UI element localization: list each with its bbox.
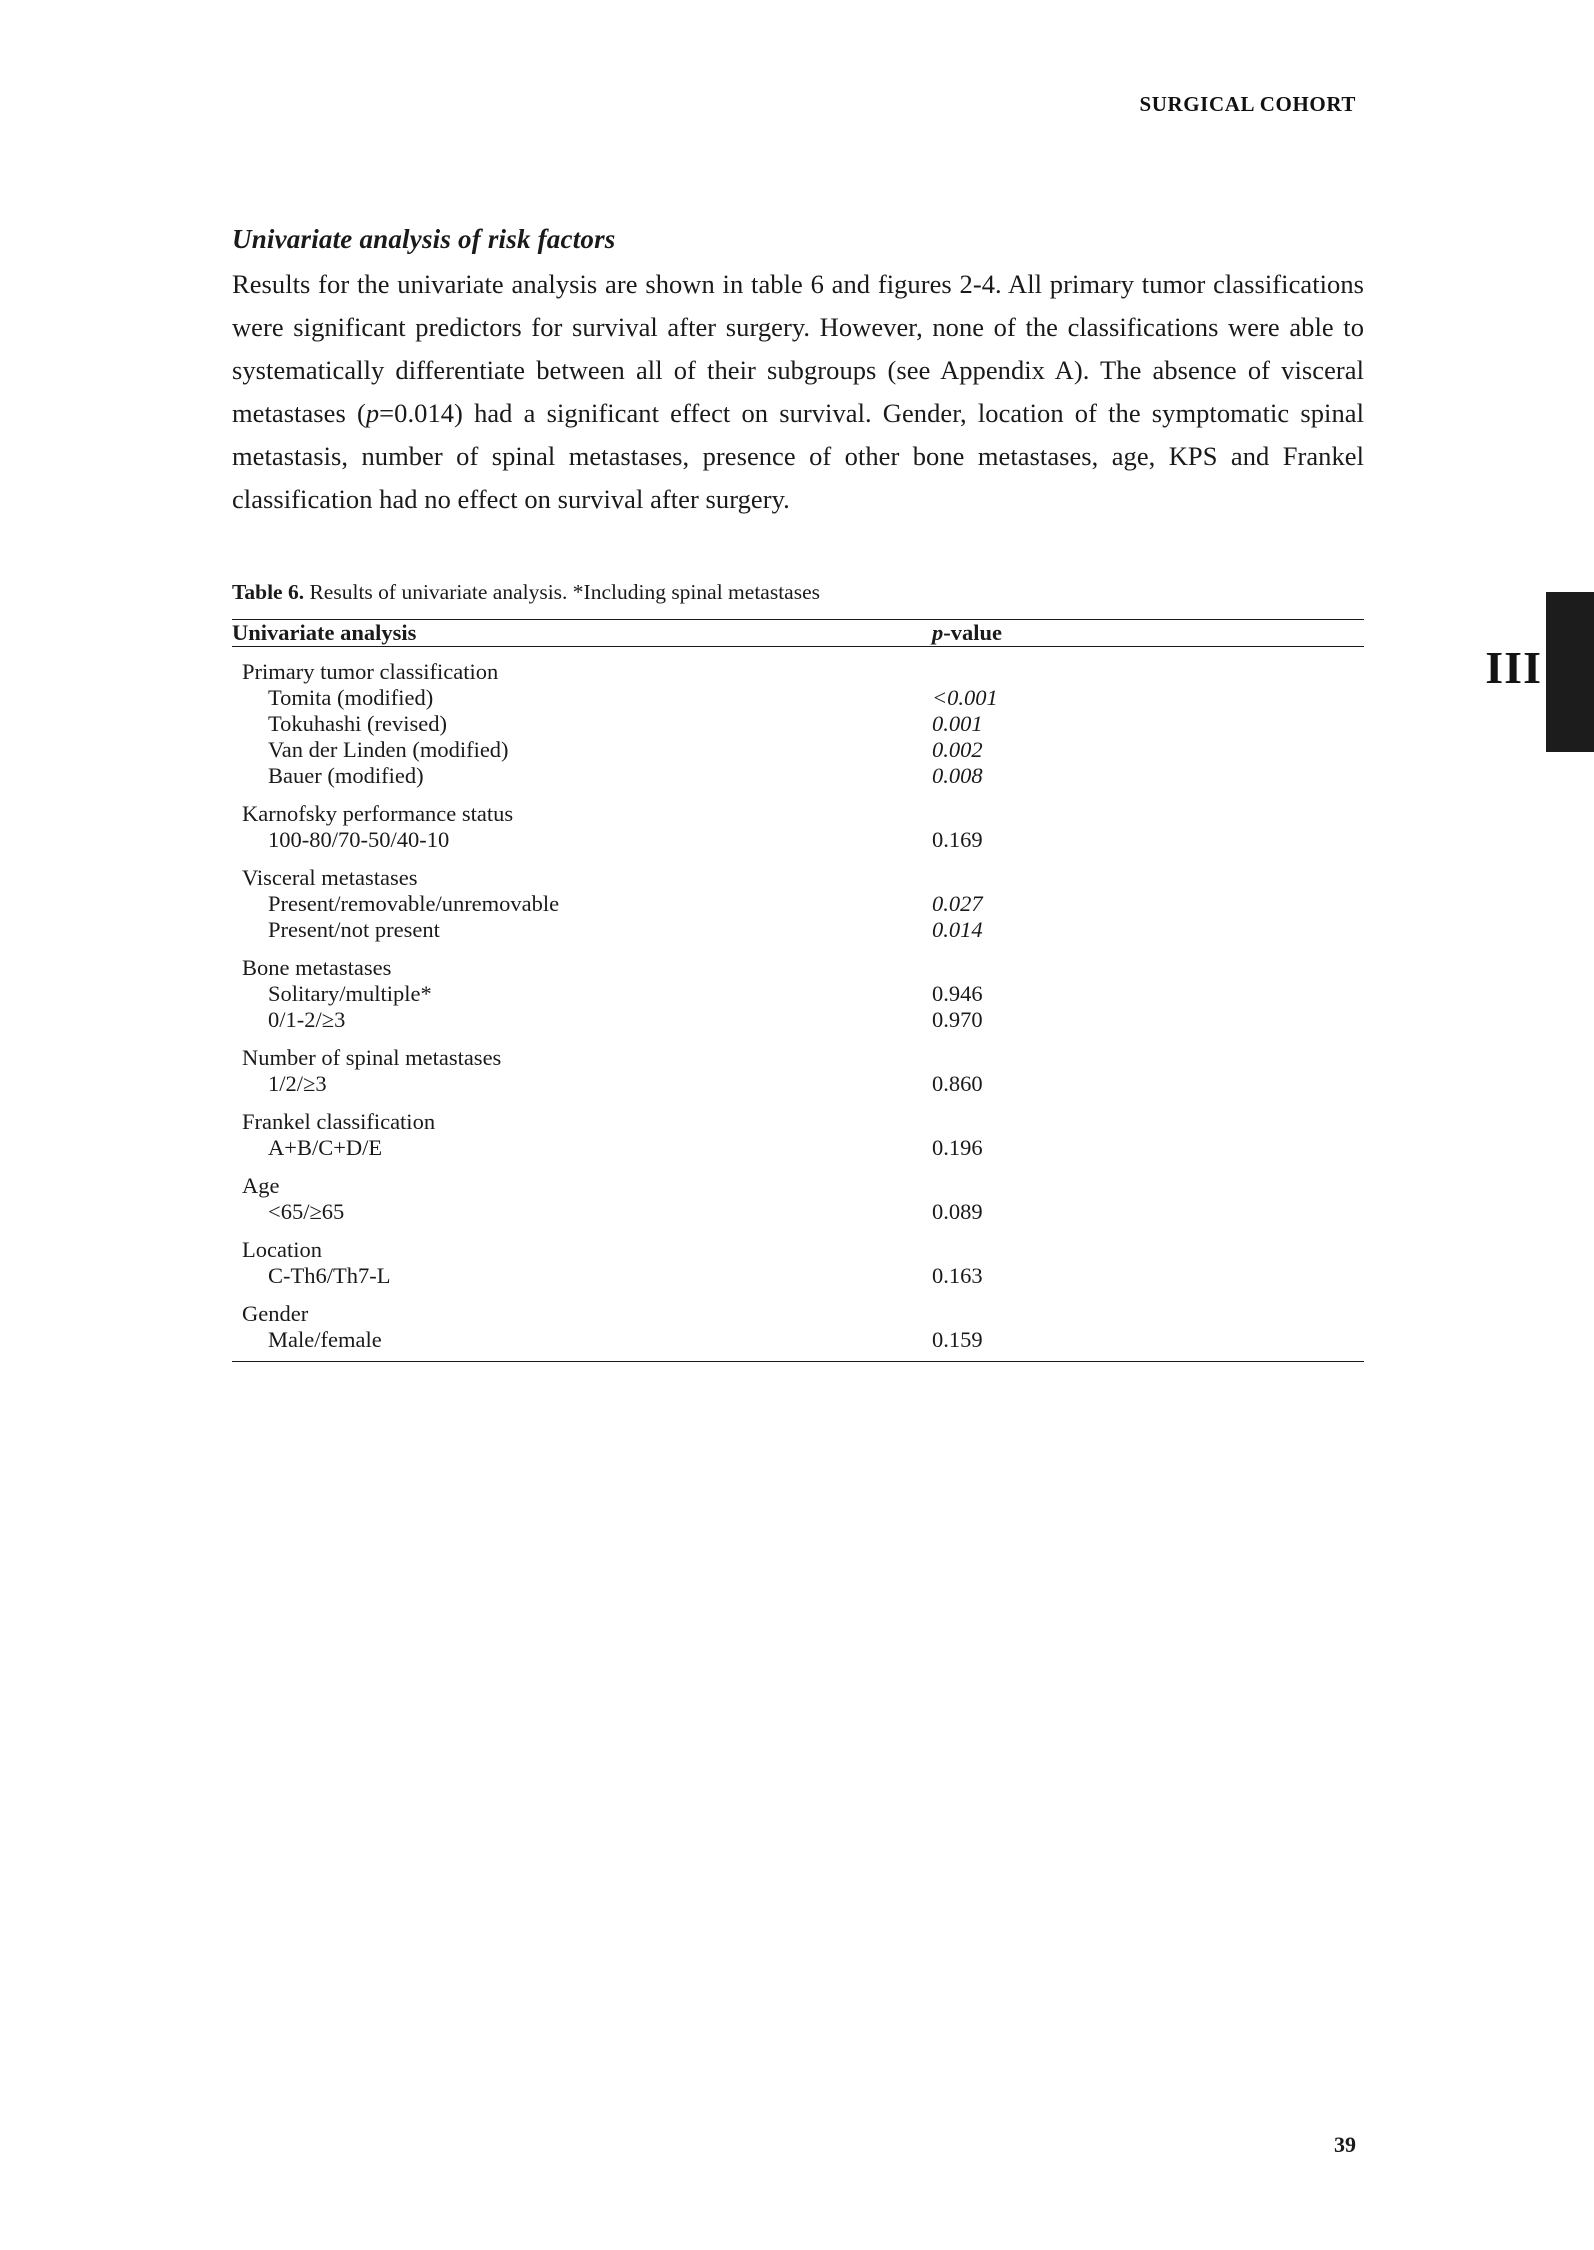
table-row-sub-label: Solitary/multiple* [268,980,432,1006]
section-paragraph [232,263,1364,521]
table-row-sub-label: 0/1-2/≥3 [268,1006,346,1032]
table-row [232,1327,1364,1361]
table-row-p-value: 0.089 [932,1198,983,1224]
table-row-sub-label: Bauer (modified) [268,762,424,788]
table-row [232,711,1364,737]
table-row-p-value: 0.946 [932,980,983,1006]
table-row-p-value: <0.001 [932,684,998,710]
table-row-sub-label: Present/not present [268,916,440,942]
table-row [232,827,1364,853]
table-caption [232,577,1364,607]
table-row-sub-label: 1/2/≥3 [268,1070,327,1096]
table-row-group-label: Karnofsky performance status [242,800,514,826]
table-row [232,1007,1364,1033]
table-row-sub-label: Present/removable/unremovable [268,890,560,916]
table-row [232,853,1364,891]
table-row-p-value: 0.027 [932,890,983,916]
table-row-group-label: Bone metastases [242,954,392,980]
table-row-sub-label: 100-80/70-50/40-10 [268,826,450,852]
table-body [232,646,1364,1361]
table-row-p-value: 0.970 [932,1006,983,1032]
table-row-p-value: 0.008 [932,762,983,788]
table-row-group-label: Frankel classification [242,1108,436,1134]
table-row [232,943,1364,981]
table-row [232,1097,1364,1135]
table-row-p-value [932,646,1364,685]
table-header-row [232,619,1364,646]
table-header-p-value [932,619,1364,646]
table-row-sub-label: <65/≥65 [268,1198,345,1224]
table-caption-text: Results of univariate analysis. *Including spinal metastases [304,579,820,604]
table-row-group-label: Primary tumor classification [242,658,499,684]
table-row-p-value: 0.014 [932,916,983,942]
table-row-group-label: Visceral metastases [242,864,418,890]
univariate-analysis-table [232,619,1364,1361]
table-row [232,789,1364,827]
table-caption-label: Table 6. [232,579,305,604]
table-row-p-value: 0.002 [932,736,983,762]
table-row-p-value [932,1225,1364,1263]
table-row-p-value [932,853,1364,891]
table-row-sub-label: Van der Linden (modified) [268,736,509,762]
table-row-p-value: 0.860 [932,1070,983,1096]
table-row-p-value: 0.196 [932,1134,983,1160]
table-row-p-value [932,1161,1364,1199]
p-value-suffix: -value [943,619,1002,645]
chapter-number-label: III [1485,642,1542,693]
table-row-sub-label: C-Th6/Th7-L [268,1262,391,1288]
table-row [232,1161,1364,1199]
table-row [232,646,1364,685]
table-row-group-label: Gender [242,1300,309,1326]
table-row-group-label: Number of spinal metastases [242,1044,502,1070]
table-row [232,1135,1364,1161]
table-row-group-label: Location [242,1236,322,1262]
table-row [232,685,1364,711]
table-row-sub-label: A+B/C+D/E [268,1134,383,1160]
paragraph-italic-p: p [365,397,380,428]
table-row-p-value: 0.001 [932,710,983,736]
table-row [232,1033,1364,1071]
table-row-p-value: 0.159 [932,1326,983,1352]
table-row-p-value: 0.163 [932,1262,983,1288]
table-row [232,1289,1364,1327]
running-head: SURGICAL COHORT [1139,92,1356,116]
table-row [232,891,1364,917]
table-header-univariate-analysis: Univariate analysis [232,619,932,646]
table-row-p-value: 0.169 [932,826,983,852]
paragraph-part-2: =0.014) had a significant effect on survival. Gender, location of the symptomatic spinal metastasis, number of spinal metastases, presence of other bone metastases, age, KPS and Frankel classification had no effect on survival after surgery. [232,397,1364,514]
table-row-p-value [932,1097,1364,1135]
table-row-sub-label: Tokuhashi (revised) [268,710,448,736]
main-content [232,224,1364,1362]
table-bottom-rule [232,1361,1364,1362]
p-value-italic-p: p [932,619,944,645]
table-row [232,763,1364,789]
table-row-sub-label: Male/female [268,1326,382,1352]
table-row [232,1071,1364,1097]
table-row-group-label: Age [242,1172,280,1198]
table-row [232,737,1364,763]
page-number: 39 [1334,2132,1356,2157]
table-row-p-value [932,789,1364,827]
table-row-p-value [932,1033,1364,1071]
paragraph-part-1: Results for the univariate analysis are shown in table 6 and figures 2-4. All primary tumor classifications were significant predictors for survival after surgery. However, none of the classifications were able to systematically differentiate between all of their subgroups (see Appendix A). The absence of visceral metastases ( [232,269,1364,428]
table-row-sub-label: Tomita (modified) [268,684,434,710]
table-row [232,1225,1364,1263]
section-heading: Univariate analysis of risk factors [232,224,616,254]
table-row [232,1199,1364,1225]
table-row-p-value [932,943,1364,981]
chapter-thumb-tab [1546,592,1594,752]
table-row [232,1263,1364,1289]
table-row [232,981,1364,1007]
table-row [232,917,1364,943]
table-row-p-value [932,1289,1364,1327]
